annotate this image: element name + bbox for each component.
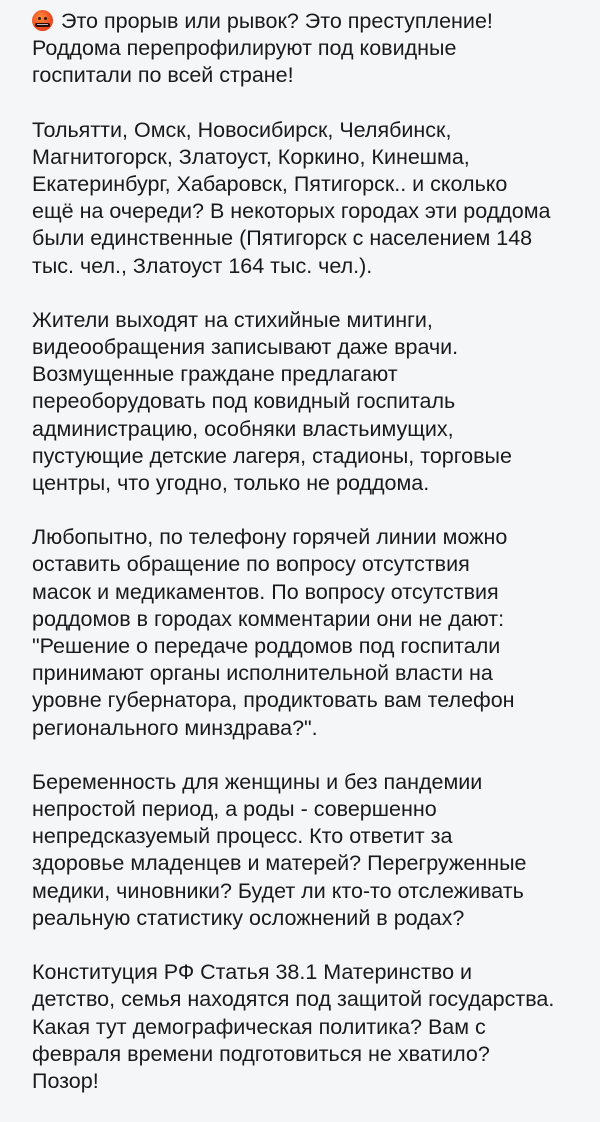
paragraph-5 (32, 769, 592, 932)
text-line: детство, семья находятся под защитой государства. (32, 987, 555, 1012)
text-line: февраля времени подготовиться не хватило? (32, 1041, 490, 1066)
text-line: Какая тут демографическая политика? Вам с (32, 1014, 486, 1039)
text-line: Любопытно, по телефону горячей линии можно (32, 525, 508, 550)
text-line: Роддома перепрофилируют под ковидные (32, 36, 457, 61)
text-line: Жители выходят на стихийные митинги, (32, 307, 433, 332)
post-text (32, 8, 592, 1122)
text-line: Возмущенные граждане предлагают (32, 362, 398, 387)
text-line: здоровье младенцев и матерей? Перегруженные (32, 851, 527, 876)
text-line: "Решение о передаче роддомов под госпитали (32, 634, 501, 659)
paragraph-2 (32, 117, 592, 280)
text-line: госпитали по всей стране! (32, 63, 294, 88)
text-line: ещё на очереди? В некоторых городах эти роддома (32, 199, 551, 224)
text-line: Беременность для женщины и без пандемии (32, 769, 483, 794)
text-line: непредсказуемый процесс. Кто ответит за (32, 824, 453, 849)
text-line: непростой период, а роды - совершенно (32, 797, 437, 822)
text-line: Магнитогорск, Златоуст, Коркино, Кинешма, (32, 144, 470, 169)
text-line: были единственные (Пятигорск с населением 148 (32, 226, 533, 251)
text-line: реальную статистику осложнений в родах? (32, 905, 465, 930)
text-line: администрацию, особняки властьимущих, (32, 416, 454, 441)
paragraph-4 (32, 524, 592, 742)
text-line: Конституция РФ Статья 38.1 Материнство и (32, 960, 473, 985)
text-line (32, 8, 592, 35)
paragraph-6 (32, 959, 592, 1095)
paragraph-1 (32, 8, 592, 90)
text-line: масок и медикаментов. По вопросу отсутствия (32, 579, 499, 604)
text-line: роддомов в городах комментарии они не дают: (32, 606, 505, 631)
text-line: видеообращения записывают даже врачи. (32, 335, 459, 360)
text-line: Екатеринбург, Хабаровск, Пятигорск.. и сколько (32, 172, 508, 197)
text-line: медики, чиновники? Будет ли кто-то отслеживать (32, 878, 524, 903)
text-line-content: Это прорыв или рывок? Это преступление! (61, 9, 493, 33)
text-line: Тольятти, Омск, Новосибирск, Челябинск, (32, 117, 452, 142)
text-line: уровне губернатора, продиктовать вам телефон (32, 688, 515, 713)
angry-censored-face-icon (32, 10, 53, 31)
text-line: тыс. чел., Златоуст 164 тыс. чел.). (32, 253, 373, 278)
text-line: Позор! (32, 1068, 99, 1093)
text-line: регионального минздрава?". (32, 715, 318, 740)
text-line: центры, что угодно, только не роддома. (32, 471, 430, 496)
text-line: оставить обращение по вопросу отсутствия (32, 552, 470, 577)
text-line: переоборудовать под ковидный госпиталь (32, 389, 456, 414)
text-line: принимают органы исполнительной власти на (32, 661, 493, 686)
text-line: пустующие детские лагеря, стадионы, торговые (32, 443, 512, 468)
paragraph-3 (32, 307, 592, 497)
